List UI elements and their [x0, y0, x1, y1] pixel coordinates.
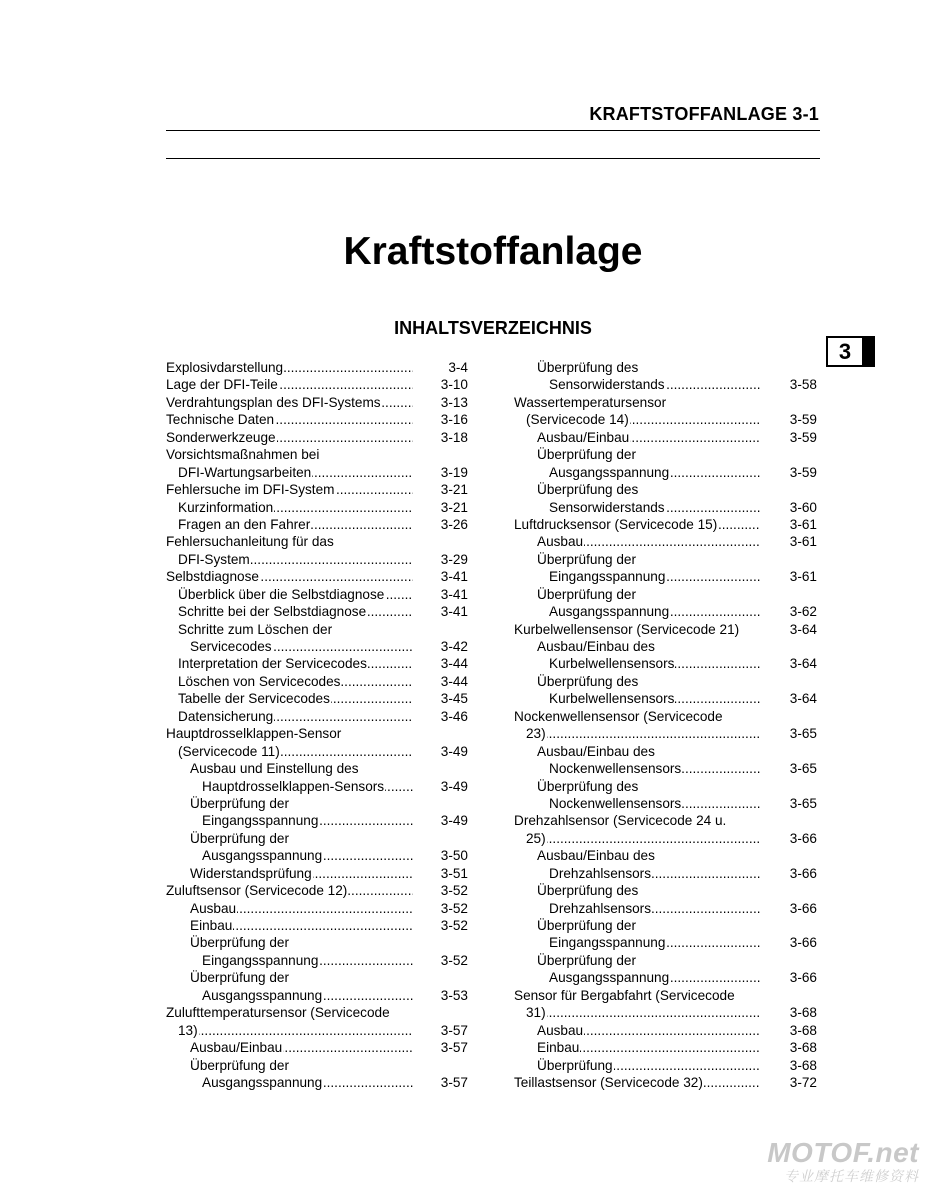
- toc-entry-page: 3-64: [789, 691, 817, 707]
- toc-entry-title: Widerstandsprüfung: [190, 865, 312, 881]
- toc-entry[interactable]: [514, 847, 817, 864]
- toc-entry[interactable]: [166, 464, 468, 481]
- toc-entry-page: 3-64: [789, 621, 817, 637]
- toc-entry-page: 3-49: [440, 778, 468, 794]
- toc-entry-page: 3-59: [789, 412, 817, 428]
- toc-entry[interactable]: [514, 760, 817, 777]
- toc-entry-page: 3-59: [789, 429, 817, 445]
- toc-entry[interactable]: [514, 673, 817, 690]
- toc-entry-page: 3-42: [440, 639, 468, 654]
- toc-entry-title: (Servicecode 14): [526, 412, 629, 428]
- toc-entry-page: 3-65: [789, 761, 817, 777]
- toc-entry[interactable]: [514, 376, 817, 393]
- toc-column-left: [166, 359, 468, 1091]
- chapter-tab: [826, 336, 875, 367]
- toc-entry-title: Überprüfung des: [537, 673, 639, 689]
- toc-entry[interactable]: [166, 1074, 468, 1091]
- toc-entry-title: Sensorwiderstands: [549, 499, 665, 515]
- toc-entry-page: 3-45: [440, 691, 468, 707]
- toc-entry-page: 3-52: [440, 952, 468, 968]
- toc-entry[interactable]: [514, 533, 817, 550]
- toc-entry-title: Interpretation der Servicecodes: [178, 656, 367, 672]
- toc-entry-page: 3-13: [440, 394, 468, 410]
- toc-entry[interactable]: [166, 568, 468, 585]
- toc-entry[interactable]: [514, 969, 817, 986]
- header-rule-bottom: [166, 158, 820, 159]
- toc-entry[interactable]: [166, 499, 468, 516]
- toc-entry-page: 3-68: [789, 1040, 817, 1056]
- toc-entry-title: Kurbelwellensensors: [549, 656, 675, 672]
- toc-entry-page: 3-51: [440, 865, 468, 881]
- toc-entry[interactable]: [514, 446, 817, 463]
- running-header: KRAFTSTOFFANLAGE 3-1: [589, 104, 819, 124]
- toc-entry-title: Drehzahlsensor (Servicecode 24 u.: [514, 813, 727, 829]
- toc-entry[interactable]: [166, 603, 468, 620]
- toc-entry-page: 3-53: [440, 987, 468, 1003]
- toc-entry[interactable]: [166, 917, 468, 934]
- toc-entry-page: 3-44: [440, 656, 468, 672]
- toc-entry-page: 3-10: [440, 377, 468, 393]
- toc-entry-title: Ausgangsspannung: [549, 970, 670, 986]
- watermark-logo: MOTOF.net: [767, 1137, 919, 1168]
- toc-entry[interactable]: [166, 969, 468, 986]
- toc-entry-title: Ausbau und Einstellung des: [190, 761, 359, 777]
- toc-entry[interactable]: [166, 900, 468, 917]
- toc-entry-page: 3-52: [440, 883, 468, 899]
- toc-entry-title: Überprüfung der: [537, 952, 636, 968]
- toc-entry[interactable]: [514, 638, 817, 655]
- toc-entry[interactable]: [514, 481, 817, 498]
- toc-entry-title: Tabelle der Servicecodes: [178, 691, 330, 707]
- toc-entry[interactable]: [166, 778, 468, 795]
- toc-entry[interactable]: [166, 586, 468, 603]
- toc-entry-title: Technische Daten: [166, 412, 275, 428]
- toc-entry[interactable]: [514, 1039, 817, 1056]
- toc-entry-page: 3-41: [440, 604, 468, 620]
- toc-entry-title: DFI-System: [178, 551, 250, 567]
- toc-entry-page: 3-72: [789, 1074, 817, 1090]
- toc-entry-title: Überprüfung der: [537, 586, 636, 602]
- toc-entry-title: Datensicherung: [178, 708, 274, 724]
- toc-entry-title: Ausbau/Einbau des: [537, 639, 655, 654]
- toc-entry-title: Kurzinformation: [178, 499, 274, 515]
- toc-entry[interactable]: [166, 1039, 468, 1056]
- toc-entry-page: 3-61: [789, 516, 817, 532]
- toc-entry-title: Ausgangsspannung: [202, 987, 323, 1003]
- toc-entry-title: Überprüfung der: [537, 918, 636, 933]
- toc-entry-title: Einbau: [537, 1040, 580, 1056]
- toc-entry-page: 3-41: [440, 586, 468, 602]
- chapter-tab-number: 3: [828, 338, 862, 365]
- toc-entry-page: 3-58: [789, 377, 817, 393]
- toc-entry-title: Einbau: [190, 918, 233, 933]
- toc-entry[interactable]: [514, 411, 817, 428]
- toc-entry-title: 25): [526, 830, 546, 846]
- toc-entry-title: Hauptdrosselklappen-Sensor: [166, 726, 342, 742]
- toc-entry[interactable]: [514, 743, 817, 760]
- toc-entry[interactable]: [514, 882, 817, 899]
- toc-dot-leader: [526, 1004, 760, 1021]
- toc-entry[interactable]: [514, 499, 817, 516]
- toc-entry-title: Überprüfung der: [537, 551, 636, 567]
- toc-entry-title: Zulufttemperatursensor (Servicecode: [166, 1005, 390, 1021]
- toc-entry-page: 3-59: [789, 464, 817, 480]
- toc-entry[interactable]: [514, 1074, 817, 1091]
- toc-entry[interactable]: [514, 987, 817, 1004]
- toc-entry-title: Überprüfung der: [190, 935, 289, 951]
- watermark: [749, 1138, 919, 1184]
- toc-entry[interactable]: [166, 690, 468, 707]
- toc-entry[interactable]: [514, 1022, 817, 1039]
- toc-entry[interactable]: [166, 551, 468, 568]
- toc-entry-title: Überprüfung der: [190, 830, 289, 846]
- toc-entry-title: Sensor für Bergabfahrt (Servicecode: [514, 987, 735, 1003]
- toc-entry-page: 3-16: [440, 412, 468, 428]
- toc-entry[interactable]: [514, 586, 817, 603]
- toc-entry[interactable]: [166, 708, 468, 725]
- toc-entry-page: 3-52: [440, 918, 468, 933]
- toc-entry[interactable]: [166, 1004, 468, 1021]
- toc-entry-page: 3-18: [440, 429, 468, 445]
- toc-entry-page: 3-66: [789, 935, 817, 951]
- toc-entry[interactable]: [514, 952, 817, 969]
- toc-entry-page: 3-46: [440, 708, 468, 724]
- toc-entry-page: 3-66: [789, 865, 817, 881]
- toc-entry-title: Hauptdrosselklappen-Sensors: [202, 778, 385, 794]
- toc-entry-title: Nockenwellensensor (Servicecode: [514, 708, 723, 724]
- toc-entry[interactable]: [166, 516, 468, 533]
- toc-entry[interactable]: [514, 934, 817, 951]
- toc-entry-title: Sonderwerkzeuge: [166, 429, 276, 445]
- toc-entry-page: 3-19: [440, 464, 468, 480]
- toc-entry[interactable]: [514, 1004, 817, 1021]
- toc-entry-page: 3-52: [440, 900, 468, 916]
- toc-entry[interactable]: [166, 795, 468, 812]
- toc-entry[interactable]: [514, 917, 817, 934]
- toc-entry-title: Drehzahlsensors: [549, 865, 651, 881]
- toc-entry-page: 3-61: [789, 569, 817, 585]
- toc-entry-title: 13): [178, 1022, 198, 1038]
- toc-entry[interactable]: [514, 621, 817, 638]
- toc-entry[interactable]: [514, 464, 817, 481]
- toc-entry-title: (Servicecode 11): [178, 743, 280, 759]
- toc-entry[interactable]: [514, 690, 817, 707]
- toc-dot-leader: [526, 830, 760, 847]
- toc-entry[interactable]: [514, 359, 817, 376]
- toc-entry-title: Zuluftsensor (Servicecode 12): [166, 883, 348, 899]
- toc-entry-title: Eingangsspannung: [549, 935, 666, 951]
- toc-entry-title: Ausgangsspannung: [202, 848, 323, 864]
- toc-entry[interactable]: [166, 882, 468, 899]
- toc-entry-title: Ausbau: [537, 1022, 584, 1038]
- toc-entry-page: 3-66: [789, 970, 817, 986]
- toc-entry[interactable]: [166, 481, 468, 498]
- toc-entry[interactable]: [514, 795, 817, 812]
- toc-entry[interactable]: [514, 900, 817, 917]
- toc-entry-title: Drehzahlsensors: [549, 900, 651, 916]
- toc-entry-title: Ausbau/Einbau: [537, 429, 630, 445]
- toc-entry-page: 3-41: [440, 569, 468, 585]
- toc-entry[interactable]: [166, 743, 468, 760]
- toc-entry-page: 3-66: [789, 830, 817, 846]
- toc-entry-title: Fehlersuche im DFI-System: [166, 482, 335, 498]
- toc-entry-page: 3-65: [789, 795, 817, 811]
- toc-entry[interactable]: [166, 847, 468, 864]
- toc-entry[interactable]: [166, 446, 468, 463]
- toc-entry-title: DFI-Wartungsarbeiten: [178, 464, 312, 480]
- toc-heading: INHALTSVERZEICHNIS: [394, 318, 592, 338]
- toc-entry-title: Überprüfung der: [190, 795, 289, 811]
- toc-entry-title: Nockenwellensensors: [549, 761, 682, 777]
- toc-entry[interactable]: [514, 568, 817, 585]
- toc-entry-page: 3-68: [789, 1005, 817, 1021]
- toc-entry-title: Ausbau/Einbau des: [537, 848, 655, 864]
- toc-entry[interactable]: [166, 533, 468, 550]
- toc-entry-page: 3-57: [440, 1074, 468, 1090]
- toc-entry[interactable]: [166, 655, 468, 672]
- toc-entry-title: Kurbelwellensensors: [549, 691, 675, 707]
- toc-entry-title: Wassertemperatursensor: [514, 394, 667, 410]
- toc-entry-title: Ausgangsspannung: [549, 604, 670, 620]
- toc-entry-page: 3-26: [440, 516, 468, 532]
- toc-entry-page: 3-57: [440, 1022, 468, 1038]
- toc-entry-page: 3-68: [789, 1022, 817, 1038]
- toc-entry[interactable]: [514, 778, 817, 795]
- toc-entry-title: Fragen an den Fahrer: [178, 516, 311, 532]
- toc-entry[interactable]: [166, 830, 468, 847]
- toc-entry-page: 3-50: [440, 848, 468, 864]
- toc-entry-page: 3-66: [789, 900, 817, 916]
- toc-entry-page: 3-65: [789, 726, 817, 742]
- toc-entry[interactable]: [514, 708, 817, 725]
- toc-entry-title: Verdrahtungsplan des DFI-Systems: [166, 394, 381, 410]
- toc-entry[interactable]: [166, 673, 468, 690]
- toc-entry[interactable]: [166, 1022, 468, 1039]
- watermark-subtitle: 专业摩托车维修资料: [784, 1168, 919, 1184]
- toc-entry[interactable]: [514, 1057, 817, 1074]
- toc-entry-title: Ausbau: [190, 900, 237, 916]
- toc-entry[interactable]: [166, 952, 468, 969]
- toc-entry[interactable]: [166, 638, 468, 655]
- toc-dot-leader: [526, 725, 760, 742]
- toc-entry-page: 3-64: [789, 656, 817, 672]
- toc-entry[interactable]: [166, 621, 468, 638]
- toc-entry-page: 3-61: [789, 534, 817, 550]
- toc-entry-title: Überprüfung der: [537, 447, 636, 463]
- toc-entry-title: Lage der DFI-Teile: [166, 377, 278, 393]
- toc-entry-title: Überprüfung der: [190, 970, 289, 986]
- toc-entry[interactable]: [514, 551, 817, 568]
- toc-entry-title: Ausbau/Einbau des: [537, 743, 655, 759]
- toc-entry-title: Schritte zum Löschen der: [178, 621, 333, 637]
- toc-entry-title: Kurbelwellensensor (Servicecode 21): [514, 621, 740, 637]
- toc-entry-title: Überblick über die Selbstdiagnose: [178, 586, 385, 602]
- toc-dot-leader: [178, 1022, 413, 1039]
- toc-entry-page: 3-44: [440, 673, 468, 689]
- toc-entry-title: Schritte bei der Selbstdiagnose: [178, 604, 367, 620]
- toc-entry-title: Luftdrucksensor (Servicecode 15): [514, 516, 718, 532]
- toc-entry[interactable]: [166, 760, 468, 777]
- toc-entry[interactable]: [514, 812, 817, 829]
- toc-entry[interactable]: [166, 865, 468, 882]
- toc-entry[interactable]: [166, 376, 468, 393]
- toc-entry-title: Explosivdarstellung: [166, 360, 284, 375]
- toc-entry-title: Überprüfung der: [190, 1057, 289, 1073]
- toc-entry-title: Überprüfung: [537, 1057, 613, 1073]
- toc-entry-title: Servicecodes: [190, 639, 272, 654]
- toc-entry-title: Ausbau/Einbau: [190, 1040, 283, 1056]
- toc-entry-page: 3-4: [448, 360, 468, 375]
- toc-entry-title: Selbstdiagnose: [166, 569, 259, 585]
- toc-entry-page: 3-49: [440, 813, 468, 829]
- toc-entry[interactable]: [166, 987, 468, 1004]
- toc-entry-title: Sensorwiderstands: [549, 377, 665, 393]
- toc-entry[interactable]: [166, 934, 468, 951]
- toc-entry-title: Vorsichtsmaßnahmen bei: [166, 447, 320, 463]
- toc-entry-page: 3-49: [440, 743, 468, 759]
- toc-entry-title: Ausbau: [537, 534, 584, 550]
- toc-entry-title: Nockenwellensensors: [549, 795, 682, 811]
- toc-entry-title: Eingangsspannung: [202, 952, 319, 968]
- toc-entry[interactable]: [166, 725, 468, 742]
- toc-entry[interactable]: [514, 865, 817, 882]
- toc-entry[interactable]: [166, 812, 468, 829]
- toc-entry-page: 3-21: [440, 482, 468, 498]
- toc-entry-page: 3-21: [440, 499, 468, 515]
- toc-entry[interactable]: [166, 429, 468, 446]
- toc-entry-title: Ausgangsspannung: [202, 1074, 323, 1090]
- toc-entry[interactable]: [514, 830, 817, 847]
- toc-entry-title: Überprüfung des: [537, 778, 639, 794]
- toc-entry[interactable]: [166, 359, 468, 376]
- toc-entry[interactable]: [166, 394, 468, 411]
- toc-entry-title: Überprüfung des: [537, 883, 639, 899]
- toc-entry[interactable]: [514, 725, 817, 742]
- toc-entry[interactable]: [514, 603, 817, 620]
- toc-entry-title: Fehlersuchanleitung für das: [166, 534, 334, 550]
- toc-entry-page: 3-68: [789, 1057, 817, 1073]
- toc-entry-page: 3-57: [440, 1040, 468, 1056]
- toc-entry-title: Eingangsspannung: [549, 569, 666, 585]
- toc-entry-page: 3-62: [789, 604, 817, 620]
- toc-entry-title: Eingangsspannung: [202, 813, 319, 829]
- toc-entry-title: Teillastsensor (Servicecode 32): [514, 1074, 703, 1090]
- toc-entry-title: Überprüfung des: [537, 360, 639, 375]
- toc-entry[interactable]: [514, 429, 817, 446]
- toc-entry-title: 23): [526, 726, 546, 742]
- chapter-title: Kraftstoffanlage: [343, 230, 643, 273]
- toc-entry[interactable]: [166, 411, 468, 428]
- toc-entry[interactable]: [166, 1057, 468, 1074]
- toc-entry[interactable]: [514, 655, 817, 672]
- toc-entry-page: 3-60: [789, 499, 817, 515]
- toc-column-right: [514, 359, 817, 1091]
- toc-entry-title: Ausgangsspannung: [549, 464, 670, 480]
- toc-entry[interactable]: [514, 394, 817, 411]
- toc-entry-title: 31): [526, 1005, 546, 1021]
- header-rule-top: [166, 130, 820, 131]
- toc-entry-page: 3-29: [440, 551, 468, 567]
- toc-entry-title: Überprüfung des: [537, 482, 639, 498]
- toc-entry[interactable]: [514, 516, 817, 533]
- toc-entry-title: Löschen von Servicecodes: [178, 673, 341, 689]
